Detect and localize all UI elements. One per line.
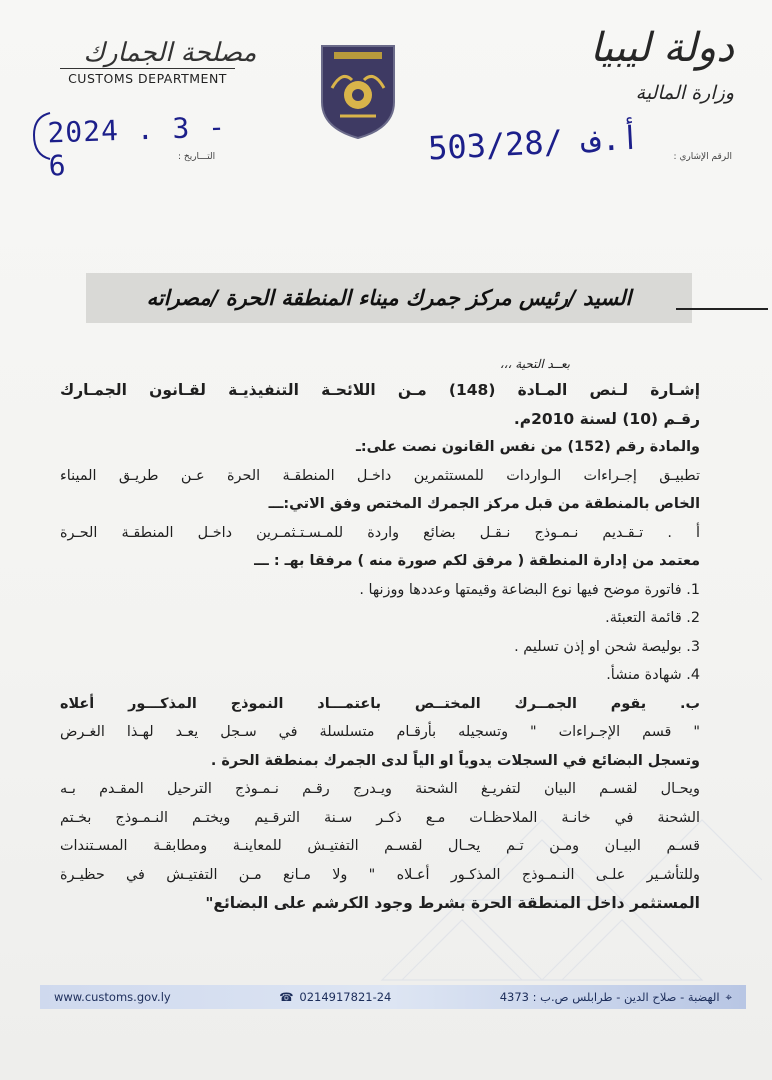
- department-name-english: CUSTOMS DEPARTMENT: [60, 68, 235, 86]
- list-item: 4. شهادة منشأ.: [606, 667, 700, 683]
- body-line: إشـارة لـنص المـادة (148) مـن اللائحـة التنفيذيـة لقـانون الجمـارك: [60, 381, 701, 399]
- subject-banner: [86, 273, 692, 323]
- body-line: رقـم (10) لسنة 2010م.: [513, 409, 700, 428]
- list-item: 2. قائمة التعبئة.: [605, 610, 700, 626]
- ministry-name: وزارة المالية: [635, 82, 734, 104]
- date-label: التـــاريخ :: [178, 152, 216, 162]
- reference-field: [412, 118, 732, 172]
- item-a-line: أ . تـقـديم نـمـوذج نـقـل بضائع واردة للمـسـتـثمـرين داخـل المنطقـة الحـرة: [60, 524, 700, 541]
- item-b-line: " قسم الإجـراءات " وتسجيله بأرقـام متسلسلة في سـجل يعـد لهـذا الغـرض: [60, 724, 700, 740]
- paragraph-line: وللتأشـير علـى النـمـوذج المذكـور أعـلاه " ولا مـانع مـن التفتيـش في حظيـرة: [60, 866, 700, 883]
- paragraph-line: المستثمر داخل المنطقة الحرة بشرط وجود الكرشم على البضائع": [205, 894, 700, 912]
- footer-phone: [279, 990, 391, 1004]
- letter-body: [60, 352, 700, 918]
- item-b-line: ب. يقوم الجمــرك المختــص باعتمـــاد النموذج المذكـــور أعلاه: [60, 695, 700, 712]
- subject-text: السيد /رئيس مركز جمرك ميناء المنطقة الحرة /مصراته: [146, 286, 632, 310]
- subject-underline: [676, 308, 768, 310]
- reference-number: 503/28/ أ.ف: [427, 118, 641, 168]
- department-block: [40, 38, 260, 86]
- date-field: [28, 105, 248, 183]
- item-b-line: وتسجل البضائع في السجلات يدوياً او الياً لدى الجمرك بمنطقة الحرة .: [210, 752, 700, 769]
- footer-bar: [40, 985, 746, 1009]
- reference-label: الرقم الإشاري :: [673, 152, 732, 162]
- state-name: دولة ليبيا: [589, 25, 734, 71]
- body-line: الخاص بالمنطقة من قبل مركز الجمرك المختص وفق الاتي:ـــ: [268, 496, 700, 512]
- location-pin-icon: ⌖: [725, 989, 732, 1004]
- paragraph-line: الشحنة في خانـة الملاحظـات مـع ذكـر سـنة الترقـيم ويختـم النـمـوذج بخـتم: [60, 809, 700, 826]
- state-block: [534, 25, 734, 104]
- item-a-line: معتمد من إدارة المنطقة ( مرفق لكم صورة منه ) مرفقا بهـ : ـــ: [254, 553, 700, 569]
- address-text: الهضبة - صلاح الدين - طرابلس ص.ب : 4373: [499, 990, 720, 1004]
- department-name-arabic: مصلحة الجمارك: [83, 38, 257, 68]
- customs-emblem-icon: [318, 40, 398, 140]
- date-value: 2024 . 3 - 6: [46, 110, 227, 183]
- greeting: بعــد التحية ،،،: [499, 357, 570, 371]
- body-line: تطبيـق إجـراءات الـواردات للمستثمرين داخـل المنطقـة الحرة عـن طريـق الميناء: [60, 467, 700, 484]
- paragraph-line: قسـم البيـان ومـن تـم يحـال لقسـم التفتيـش للمعاينـة ومطابقـة المسـتندات: [60, 838, 700, 854]
- list-item: 3. بوليصة شحن او إذن تسليم .: [514, 638, 700, 655]
- list-item: 1. فاتورة موضح فيها نوع البضاعة وقيمتها وعددها ووزنها .: [359, 581, 700, 598]
- paragraph-line: ويحـال لقسـم البيان لتفريـغ الشحنة ويـدرج رقـم نـمـوذج الترحيل المقـدم بـه: [60, 781, 700, 797]
- website-text[interactable]: www.customs.gov.ly: [54, 990, 171, 1004]
- footer-website[interactable]: [54, 990, 171, 1004]
- phone-text: 0214917821-24: [299, 990, 392, 1004]
- footer-address: [500, 990, 732, 1005]
- body-line: والمادة رقم (152) من نفس القانون نصت على:ـ: [355, 439, 700, 455]
- phone-icon: ☎: [279, 990, 294, 1004]
